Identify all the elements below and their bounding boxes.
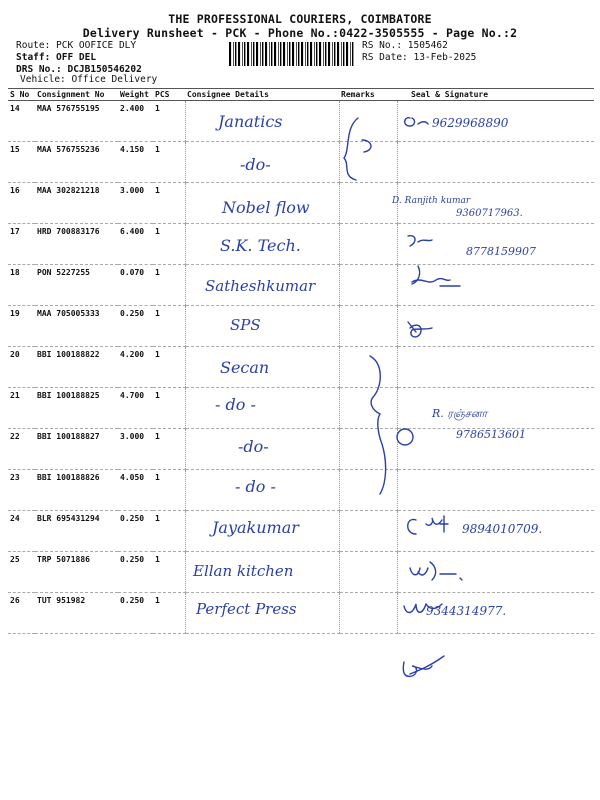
consignee-hw: - do - xyxy=(215,395,256,414)
row-signature xyxy=(397,306,594,347)
row-weight: 0.250 xyxy=(118,511,153,552)
row-signature xyxy=(397,552,594,593)
barcode-bar xyxy=(316,42,317,66)
barcode-bar xyxy=(253,42,254,66)
row-consignee xyxy=(185,511,339,552)
bottom-initials xyxy=(403,656,444,676)
row-sno: 23 xyxy=(8,470,35,511)
barcode-bar xyxy=(265,42,267,66)
consignee-hw: - do - xyxy=(235,477,276,496)
row-signature xyxy=(397,265,594,306)
row-pcs: 1 xyxy=(153,552,185,593)
row-sno: 20 xyxy=(8,347,35,388)
row-weight: 0.250 xyxy=(118,306,153,347)
row-remarks xyxy=(339,306,397,347)
barcode-bar xyxy=(269,42,270,66)
table-row xyxy=(8,388,594,429)
row-consignee xyxy=(185,388,339,429)
col-sno: S No xyxy=(8,89,35,101)
row-consignee xyxy=(185,183,339,224)
consignee-hw: Janatics xyxy=(218,112,283,131)
signature-phone: 9360717963. xyxy=(456,208,523,219)
row-consignee xyxy=(185,224,339,265)
barcode-bar xyxy=(242,42,243,66)
row-sno: 14 xyxy=(8,101,35,142)
barcode-bar xyxy=(337,42,339,66)
row-consignment: BBI 100188826 xyxy=(35,470,118,511)
row-weight: 2.400 xyxy=(118,101,153,142)
row-weight: 6.400 xyxy=(118,224,153,265)
row-consignee xyxy=(185,142,339,183)
row-sno: 22 xyxy=(8,429,35,470)
row-consignment: BLR 695431294 xyxy=(35,511,118,552)
barcode-bar xyxy=(341,42,342,66)
signature-phone: 9344314977. xyxy=(426,604,507,618)
row-signature xyxy=(397,593,594,634)
table-row xyxy=(8,224,594,265)
rs-number: RS No.: 1505462 xyxy=(362,40,448,51)
col-consignment: Consignment No xyxy=(35,89,118,101)
barcode-bar xyxy=(278,42,279,66)
row-remarks xyxy=(339,429,397,470)
barcode-bar xyxy=(287,42,288,66)
barcode-bar xyxy=(251,42,252,66)
consignee-hw: Secan xyxy=(220,358,270,377)
row-signature xyxy=(397,511,594,552)
row-consignment: BBI 100188822 xyxy=(35,347,118,388)
row-consignment: PON 5227255 xyxy=(35,265,118,306)
barcode-bar xyxy=(283,42,285,66)
row-weight: 0.250 xyxy=(118,593,153,634)
row-pcs: 1 xyxy=(153,347,185,388)
table-row xyxy=(8,306,594,347)
row-pcs: 1 xyxy=(153,388,185,429)
table-row xyxy=(8,511,594,552)
row-remarks xyxy=(339,552,397,593)
row-weight: 4.200 xyxy=(118,347,153,388)
signature-name: R. ரஞ்சனா xyxy=(432,407,488,420)
row-signature xyxy=(397,429,594,470)
barcode-bar xyxy=(280,42,281,66)
row-signature xyxy=(397,183,594,224)
row-pcs: 1 xyxy=(153,142,185,183)
row-remarks xyxy=(339,183,397,224)
row-consignment: BBI 100188825 xyxy=(35,388,118,429)
runsheet-table xyxy=(8,88,594,634)
staff-field: Staff: OFF DEL xyxy=(16,52,97,63)
consignee-hw: Ellan kitchen xyxy=(193,562,294,580)
row-consignment: MAA 705005333 xyxy=(35,306,118,347)
row-signature xyxy=(397,101,594,142)
barcode-bar xyxy=(352,42,353,66)
row-remarks xyxy=(339,265,397,306)
col-pcs: PCS xyxy=(153,89,185,101)
row-sno: 24 xyxy=(8,511,35,552)
barcode-bar xyxy=(233,42,234,66)
row-consignment: BBI 100188827 xyxy=(35,429,118,470)
barcode-bar xyxy=(325,42,326,66)
barcode-bar xyxy=(238,42,240,66)
col-signature: Seal & Signature xyxy=(397,89,594,101)
row-remarks xyxy=(339,142,397,183)
row-pcs: 1 xyxy=(153,511,185,552)
row-consignee xyxy=(185,347,339,388)
row-consignment: MAA 576755236 xyxy=(35,142,118,183)
row-remarks xyxy=(339,388,397,429)
row-remarks xyxy=(339,470,397,511)
consignee-hw: Satheshkumar xyxy=(205,277,316,295)
barcode-bar xyxy=(314,42,315,66)
row-signature xyxy=(397,347,594,388)
consignee-hw: -do- xyxy=(238,437,269,456)
row-pcs: 1 xyxy=(153,306,185,347)
table-row xyxy=(8,347,594,388)
row-consignment: TUT 951982 xyxy=(35,593,118,634)
table-row xyxy=(8,183,594,224)
row-weight: 0.070 xyxy=(118,265,153,306)
consignee-hw: -do- xyxy=(240,155,271,174)
consignee-hw: Jayakumar xyxy=(212,518,299,537)
row-pcs: 1 xyxy=(153,224,185,265)
row-sno: 16 xyxy=(8,183,35,224)
consignee-hw: SPS xyxy=(230,316,261,334)
row-remarks xyxy=(339,511,397,552)
row-consignee xyxy=(185,429,339,470)
table-row xyxy=(8,101,594,142)
row-remarks xyxy=(339,347,397,388)
row-pcs: 1 xyxy=(153,470,185,511)
row-sno: 26 xyxy=(8,593,35,634)
row-consignment: MAA 302821218 xyxy=(35,183,118,224)
barcode-bar xyxy=(247,42,249,66)
consignee-hw: Nobel flow xyxy=(222,198,310,217)
col-weight: Weight xyxy=(118,89,153,101)
signature-phone: 9894010709. xyxy=(462,522,543,536)
barcode-bar xyxy=(305,42,306,66)
barcode-bar xyxy=(271,42,272,66)
signature-name: D. Ranjith kumar xyxy=(392,196,471,206)
barcode-bar xyxy=(235,42,236,66)
row-consignee xyxy=(185,593,339,634)
table-row xyxy=(8,142,594,183)
row-remarks xyxy=(339,593,397,634)
vehicle-field: Vehicle: Office Delivery xyxy=(20,74,158,85)
signature-phone: 9786513601 xyxy=(456,428,526,441)
row-pcs: 1 xyxy=(153,265,185,306)
row-consignee xyxy=(185,470,339,511)
row-consignment: TRP 5071886 xyxy=(35,552,118,593)
row-pcs: 1 xyxy=(153,429,185,470)
col-consignee: Consignee Details xyxy=(185,89,339,101)
company-title: THE PROFESSIONAL COURIERS, COIMBATORE xyxy=(168,12,432,26)
barcode-bar xyxy=(260,42,261,66)
row-weight: 3.000 xyxy=(118,429,153,470)
barcode-bar xyxy=(262,42,263,66)
barcode-bar xyxy=(298,42,299,66)
table-row xyxy=(8,593,594,634)
barcode-bar xyxy=(296,42,297,66)
barcode-bar xyxy=(256,42,258,66)
row-sno: 15 xyxy=(8,142,35,183)
signature-phone: 8778159907 xyxy=(466,245,536,258)
row-signature xyxy=(397,470,594,511)
row-pcs: 1 xyxy=(153,593,185,634)
table-header xyxy=(8,89,594,101)
row-sno: 17 xyxy=(8,224,35,265)
barcode-bar xyxy=(310,42,312,66)
row-consignee xyxy=(185,101,339,142)
row-sno: 25 xyxy=(8,552,35,593)
row-weight: 4.700 xyxy=(118,388,153,429)
runsheet-title: Delivery Runsheet - PCK - Phone No.:0422-3505555 - Page No.:2 xyxy=(82,26,518,40)
row-pcs: 1 xyxy=(153,101,185,142)
barcode-bar xyxy=(346,42,348,66)
row-consignee xyxy=(185,552,339,593)
row-weight: 4.050 xyxy=(118,470,153,511)
barcode-bar xyxy=(332,42,333,66)
barcode-bar xyxy=(319,42,321,66)
barcode-bar xyxy=(350,42,351,66)
barcode-bar xyxy=(334,42,335,66)
row-signature xyxy=(397,224,594,265)
row-weight: 4.150 xyxy=(118,142,153,183)
barcode-bar xyxy=(292,42,294,66)
signature-phone: 9629968890 xyxy=(432,116,509,130)
table-row xyxy=(8,429,594,470)
consignee-hw: S.K. Tech. xyxy=(220,236,301,255)
row-remarks xyxy=(339,101,397,142)
row-consignee xyxy=(185,306,339,347)
table-row xyxy=(8,470,594,511)
barcode-bar xyxy=(307,42,308,66)
row-sno: 21 xyxy=(8,388,35,429)
table-row xyxy=(8,552,594,593)
barcode xyxy=(229,42,355,66)
barcode-bar xyxy=(323,42,324,66)
row-weight: 0.250 xyxy=(118,552,153,593)
row-pcs: 1 xyxy=(153,183,185,224)
rs-date: RS Date: 13-Feb-2025 xyxy=(362,52,477,63)
col-remarks: Remarks xyxy=(339,89,397,101)
barcode-bar xyxy=(244,42,245,66)
row-sno: 19 xyxy=(8,306,35,347)
row-consignment: MAA 576755195 xyxy=(35,101,118,142)
route-field: Route: PCK OOFICE DLY xyxy=(16,40,137,51)
barcode-bar xyxy=(274,42,276,66)
row-consignment: HRD 700883176 xyxy=(35,224,118,265)
barcode-bar xyxy=(301,42,303,66)
row-remarks xyxy=(339,224,397,265)
consignee-hw: Perfect Press xyxy=(196,600,297,618)
table-row xyxy=(8,265,594,306)
row-weight: 3.000 xyxy=(118,183,153,224)
row-signature xyxy=(397,388,594,429)
row-signature xyxy=(397,142,594,183)
row-consignee xyxy=(185,265,339,306)
barcode-bar xyxy=(289,42,290,66)
barcode-bar xyxy=(229,42,231,66)
drs-field: DRS No.: DCJB150546202 xyxy=(16,64,142,75)
barcode-bar xyxy=(328,42,330,66)
barcode-bar xyxy=(343,42,344,66)
row-sno: 18 xyxy=(8,265,35,306)
